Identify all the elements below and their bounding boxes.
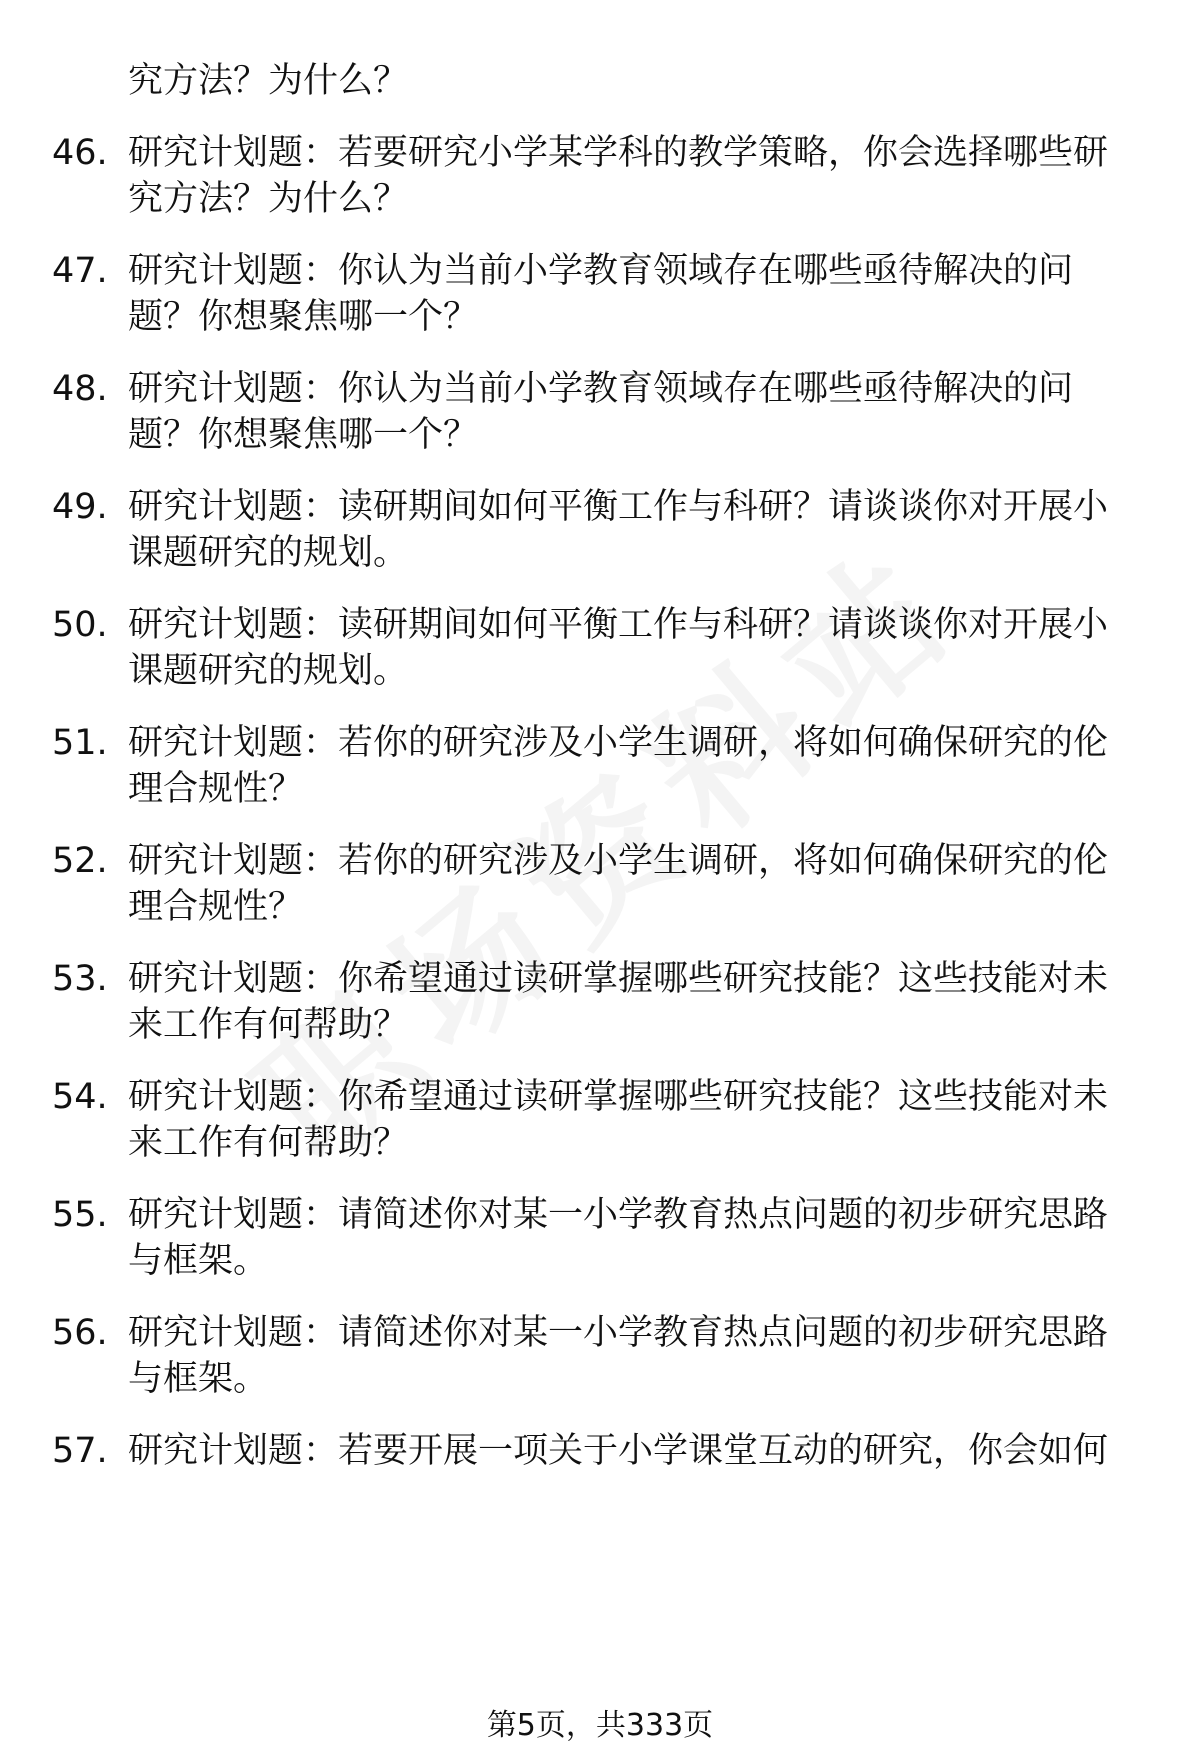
question-number: 57. [52, 1431, 108, 1471]
question-text-line-1: 研究计划题：请简述你对某一小学教育热点问题的初步研究思路 [128, 1195, 1109, 1235]
question-text-line-1: 研究计划题：读研期间如何平衡工作与科研？请谈谈你对开展小 [128, 487, 1109, 527]
question-number: 50. [52, 605, 108, 645]
page-footer: 第5页，共333页 [486, 1708, 714, 1743]
question-number: 55. [52, 1195, 108, 1235]
question-text-line-2: 理合规性？ [128, 887, 304, 927]
question-text-line-2: 理合规性？ [128, 769, 304, 809]
question-number: 53. [52, 959, 108, 999]
question-text-line-1: 研究计划题：你希望通过读研掌握哪些研究技能？这些技能对未 [128, 959, 1109, 999]
question-number: 51. [52, 723, 108, 763]
question-text-line-1: 研究计划题：你认为当前小学教育领域存在哪些亟待解决的问 [128, 369, 1074, 409]
question-text-line-1: 研究计划题：你认为当前小学教育领域存在哪些亟待解决的问 [128, 251, 1074, 291]
continuation-text: 究方法？为什么？ [128, 61, 409, 101]
question-text-line-2: 课题研究的规划。 [128, 651, 409, 691]
question-number: 47. [52, 251, 108, 291]
question-text-line-2: 与框架。 [128, 1241, 269, 1281]
question-text-line-2: 来工作有何帮助？ [128, 1005, 409, 1045]
question-text-line-2: 究方法？为什么？ [128, 179, 409, 219]
question-text-line-1: 研究计划题：若要研究小学某学科的教学策略，你会选择哪些研 [128, 133, 1109, 173]
question-number: 49. [52, 487, 108, 527]
question-text-line-1: 研究计划题：请简述你对某一小学教育热点问题的初步研究思路 [128, 1313, 1109, 1353]
question-text-line-2: 题？你想聚焦哪一个？ [128, 297, 479, 337]
question-text-line-1: 研究计划题：你希望通过读研掌握哪些研究技能？这些技能对未 [128, 1077, 1109, 1117]
question-text-line-2: 来工作有何帮助？ [128, 1123, 409, 1163]
question-text-line-2: 题？你想聚焦哪一个？ [128, 415, 479, 455]
question-text-line-2: 与框架。 [128, 1359, 269, 1399]
question-text-line-1: 研究计划题：若你的研究涉及小学生调研，将如何确保研究的伦 [128, 723, 1109, 763]
question-number: 46. [52, 133, 108, 173]
question-text-line-2: 课题研究的规划。 [128, 533, 409, 573]
question-text-line-1: 研究计划题：若你的研究涉及小学生调研，将如何确保研究的伦 [128, 841, 1109, 881]
question-number: 52. [52, 841, 108, 881]
question-text-line-1: 研究计划题：读研期间如何平衡工作与科研？请谈谈你对开展小 [128, 605, 1109, 645]
question-text-line-1: 研究计划题：若要开展一项关于小学课堂互动的研究，你会如何 [128, 1431, 1109, 1471]
question-number: 54. [52, 1077, 108, 1117]
question-number: 56. [52, 1313, 108, 1353]
question-number: 48. [52, 369, 108, 409]
